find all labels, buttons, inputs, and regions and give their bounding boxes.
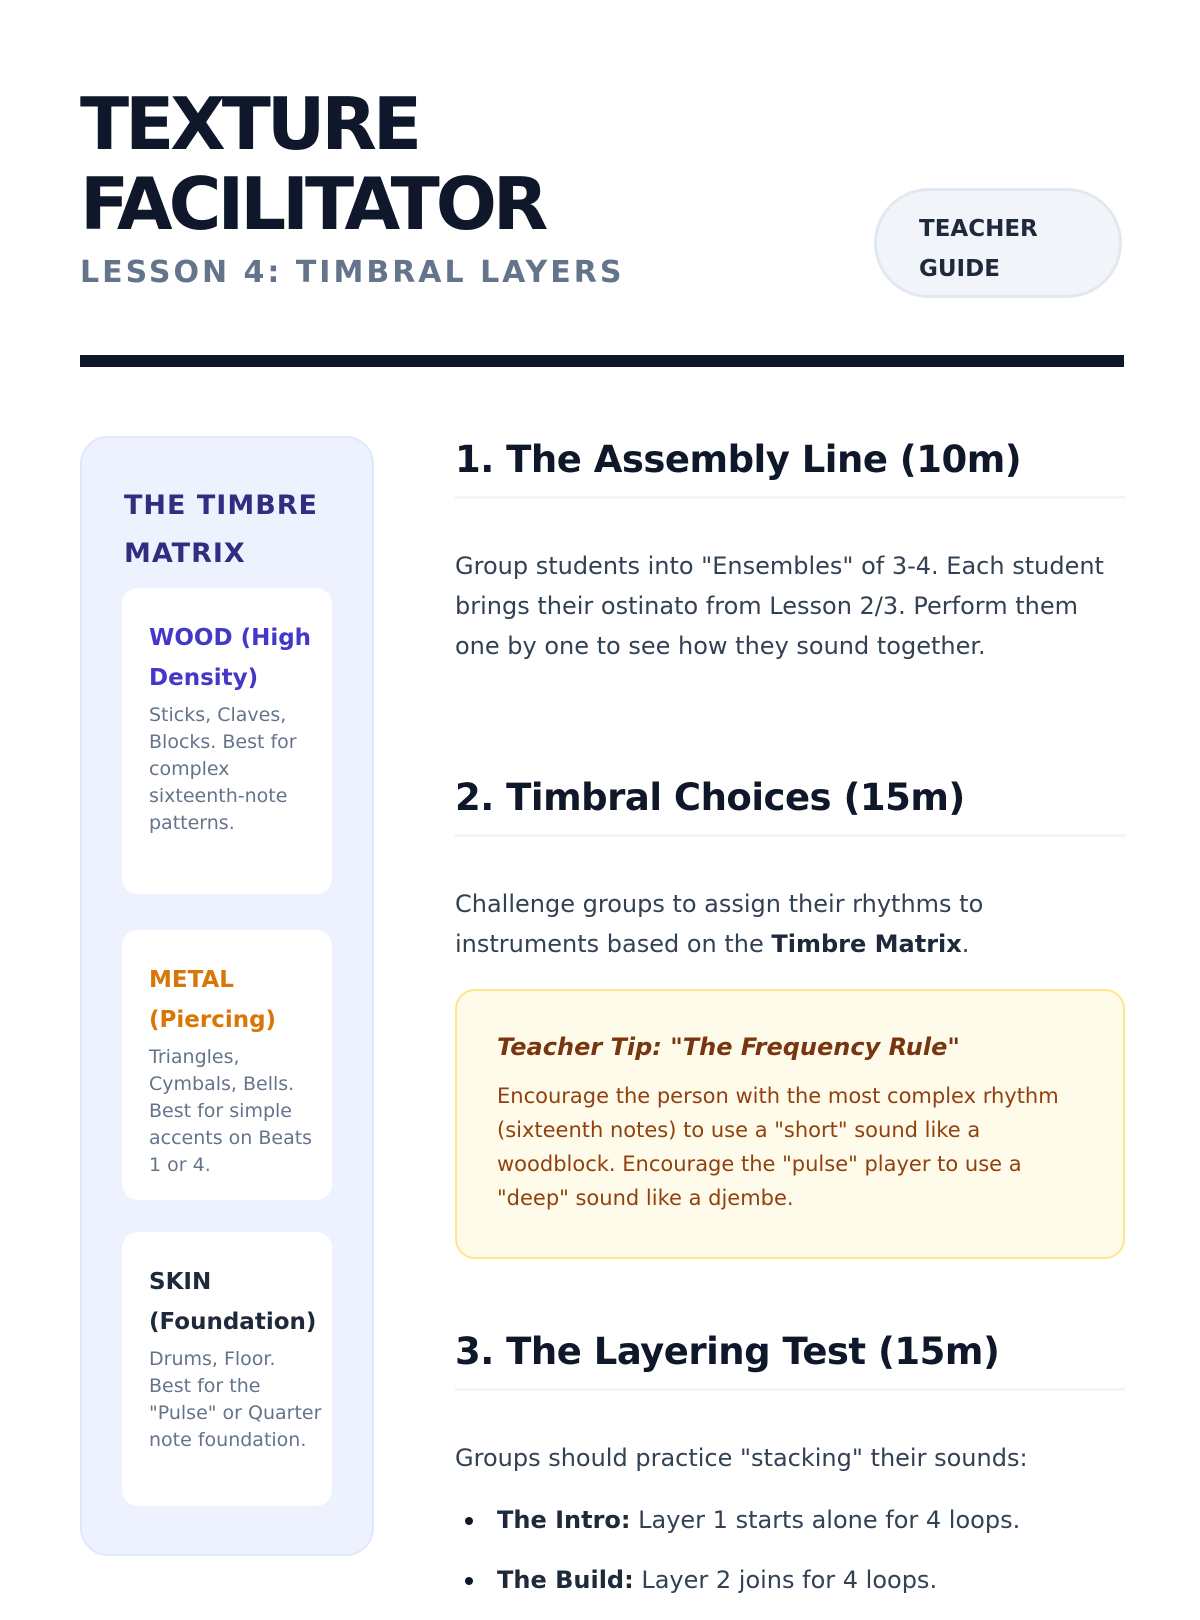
title-line-1: TEXTURE	[80, 82, 419, 166]
section-body: Group students into "Ensembles" of 3-4. Each student brings their ostinato from Lesson 2/3. Perform them one by one to see how they sound together.	[455, 552, 1104, 660]
header-divider	[80, 355, 1124, 367]
timbre-card-description: Triangles, Cymbals, Bells. Best for simple accents on Beats 1 or 4.	[149, 1046, 313, 1176]
sidebar-title	[124, 482, 318, 578]
list-item-text: Layer 1 starts alone for 4 loops.	[630, 1506, 1021, 1534]
lesson-subtitle: LESSON 4: TIMBRAL LAYERS	[80, 255, 625, 290]
timbre-matrix-reference: Timbre Matrix	[771, 930, 962, 958]
page-title	[80, 84, 780, 244]
list-item	[455, 1500, 1125, 1540]
section-body: Groups should practice "stacking" their sounds:	[455, 1444, 1028, 1472]
section-layering-test	[455, 1322, 1125, 1391]
timbre-card-description: Sticks, Claves, Blocks. Best for complex sixteenth-note patterns.	[149, 704, 297, 834]
list-item-text: Layer 2 joins for 4 loops.	[633, 1566, 938, 1594]
timbre-card-description: Drums, Floor. Best for the "Pulse" or Quarter note foundation.	[149, 1348, 322, 1451]
title-line-2: FACILITATOR	[80, 162, 545, 246]
section-body-end: .	[961, 930, 970, 958]
sidebar-title-line-2: MATRIX	[124, 538, 246, 569]
section-heading: 1. The Assembly Line (10m)	[455, 430, 1125, 499]
badge-line-1: TEACHER	[919, 216, 1038, 242]
section-heading: 3. The Layering Test (15m)	[455, 1322, 1125, 1391]
badge-line-2: GUIDE	[919, 256, 1000, 282]
tip-title: Teacher Tip: "The Frequency Rule"	[497, 1033, 960, 1061]
timbre-card-title: WOOD (High Density)	[149, 625, 312, 691]
list-item-label: The Intro:	[497, 1506, 631, 1534]
teacher-guide-badge	[874, 188, 1122, 298]
timbre-card-skin	[122, 1232, 332, 1506]
list-item	[455, 1560, 1125, 1600]
timbre-card-title: METAL (Piercing)	[149, 967, 277, 1033]
section-heading: 2. Timbral Choices (15m)	[455, 768, 1125, 837]
layering-steps-list	[455, 1500, 1125, 1620]
section-assembly-line	[455, 430, 1125, 499]
timbre-card-metal	[122, 930, 332, 1200]
timbre-card-wood	[122, 588, 332, 894]
section-body	[455, 884, 1055, 964]
section-body-text: Challenge groups to assign their rhythms to instruments based on the	[455, 890, 984, 958]
tip-text: Encourage the person with the most complex rhythm (sixteenth notes) to use a "short" sound like a woodblock. Encourage the "pulse" player to use a "deep" sound like a djembe.	[497, 1084, 1059, 1210]
sidebar-title-line-1: THE TIMBRE	[124, 490, 319, 521]
timbre-card-title: SKIN (Foundation)	[149, 1269, 317, 1335]
section-timbral-choices	[455, 768, 1125, 837]
list-item-label: The Build:	[497, 1566, 634, 1594]
teacher-tip-callout	[455, 989, 1125, 1259]
timbre-matrix-sidebar	[80, 436, 374, 1556]
